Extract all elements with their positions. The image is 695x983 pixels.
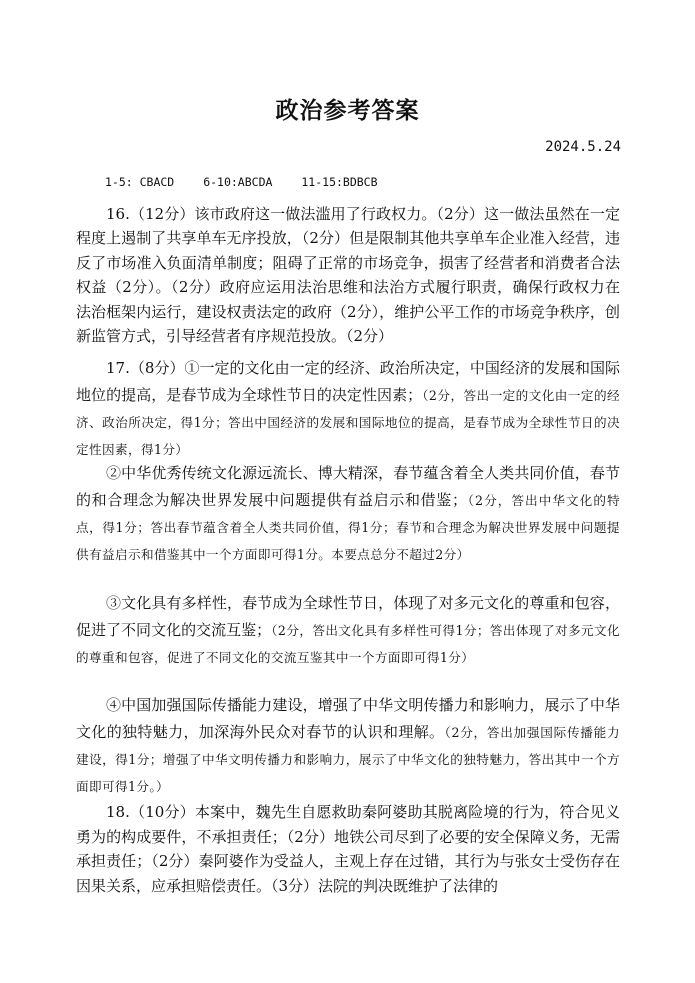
question-17-point-3 [76, 590, 620, 671]
q17-point-2-scoring-note: （2分，答出中华文化的特点，得1分；答出春节蕴含着全人类共同价值，得1分；春节和合理念为解决世界发展中问题提供有益启示和借鉴其中一个方面即可得1分。本要点总分不超过2分） [76, 493, 620, 562]
q17-point-4-scoring-note: （2分，答出加强国际传播能力建设，得1分；增强了中华文明传播力和影响力，展示了中华文化的独特魅力，答出其中一个方面即可得1分。） [76, 725, 620, 794]
question-17-point-2 [76, 460, 620, 568]
q17-point-3-text: ③文化具有多样性，春节成为全球性节日，体现了对多元文化的尊重和包容，促进了不同文化的交流互鉴； [76, 594, 620, 639]
mc-answers-1-5: 1-5: CBACD [105, 175, 175, 189]
question-17-point-1 [76, 355, 620, 463]
question-16-answer: 16.（12分）该市政府这一做法滥用了行政权力。（2分）这一做法虽然在一定程度上遏制了共享单车无序投放，（2分）但是限制其他共享单车企业准入经营，违反了市场准入负面清单制度；阻碍了正常的市场竞争，损害了经营者和消费者合法权益（2分）。（2分）政府应运用法治思维和法治方式履行职责，确保行政权力在法治框架内运行，建设权责法定的政府（2分），维护公平工作的市场竞争秩序，创新监管方式，引导经营者有序规范投放。（2分） [76, 205, 620, 346]
question-17-point-4 [76, 692, 620, 800]
question-18-answer: 18.（10分）本案中，魏先生自愿救助秦阿婆助其脱离险境的行为，符合见义勇为的构成要件，不承担责任；（2分）地铁公司尽到了必要的安全保障义务，无需承担责任；（2分）秦阿婆作为受益人，主观上存在过错，其行为与张女士受伤存在因果关系，应承担赔偿责任。（3分）法院的判决既维护了法律的 [76, 803, 620, 895]
mc-answers-6-10: 6-10:ABCDA [203, 175, 273, 189]
q17-point-1-text: 17.（8分）①一定的文化由一定的经济、政治所决定，中国经济的发展和国际地位的提高，是春节成为全球性节日的决定性因素； [76, 359, 620, 404]
q17-point-2-text: ②中华优秀传统文化源远流长、博大精深，春节蕴含着全人类共同价值，春节的和合理念为解决世界发展中问题提供有益启示和借鉴； [76, 464, 620, 509]
document-date: 2024.5.24 [545, 139, 621, 155]
mc-answers-11-15: 11-15:BDBCB [301, 175, 378, 189]
q17-point-1-scoring-note: （2分，答出一定的文化由一定的经济、政治所决定，得1分；答出中国经济的发展和国际地位的提高，是春节成为全球性节日的决定性因素，得1分） [76, 388, 620, 457]
q17-point-4-text: ④中国加强国际传播能力建设，增强了中华文明传播力和影响力，展示了中华文化的独特魅力，加深海外民众对春节的认识和理解。 [76, 696, 620, 741]
multiple-choice-answers [105, 175, 400, 189]
q17-point-3-scoring-note: （2分，答出文化具有多样性可得1分；答出体现了对多元文化的尊重和包容，促进了不同文化的交流互鉴其中一个方面即可得1分） [76, 623, 620, 665]
page-title: 政治参考答案 [275, 97, 420, 124]
